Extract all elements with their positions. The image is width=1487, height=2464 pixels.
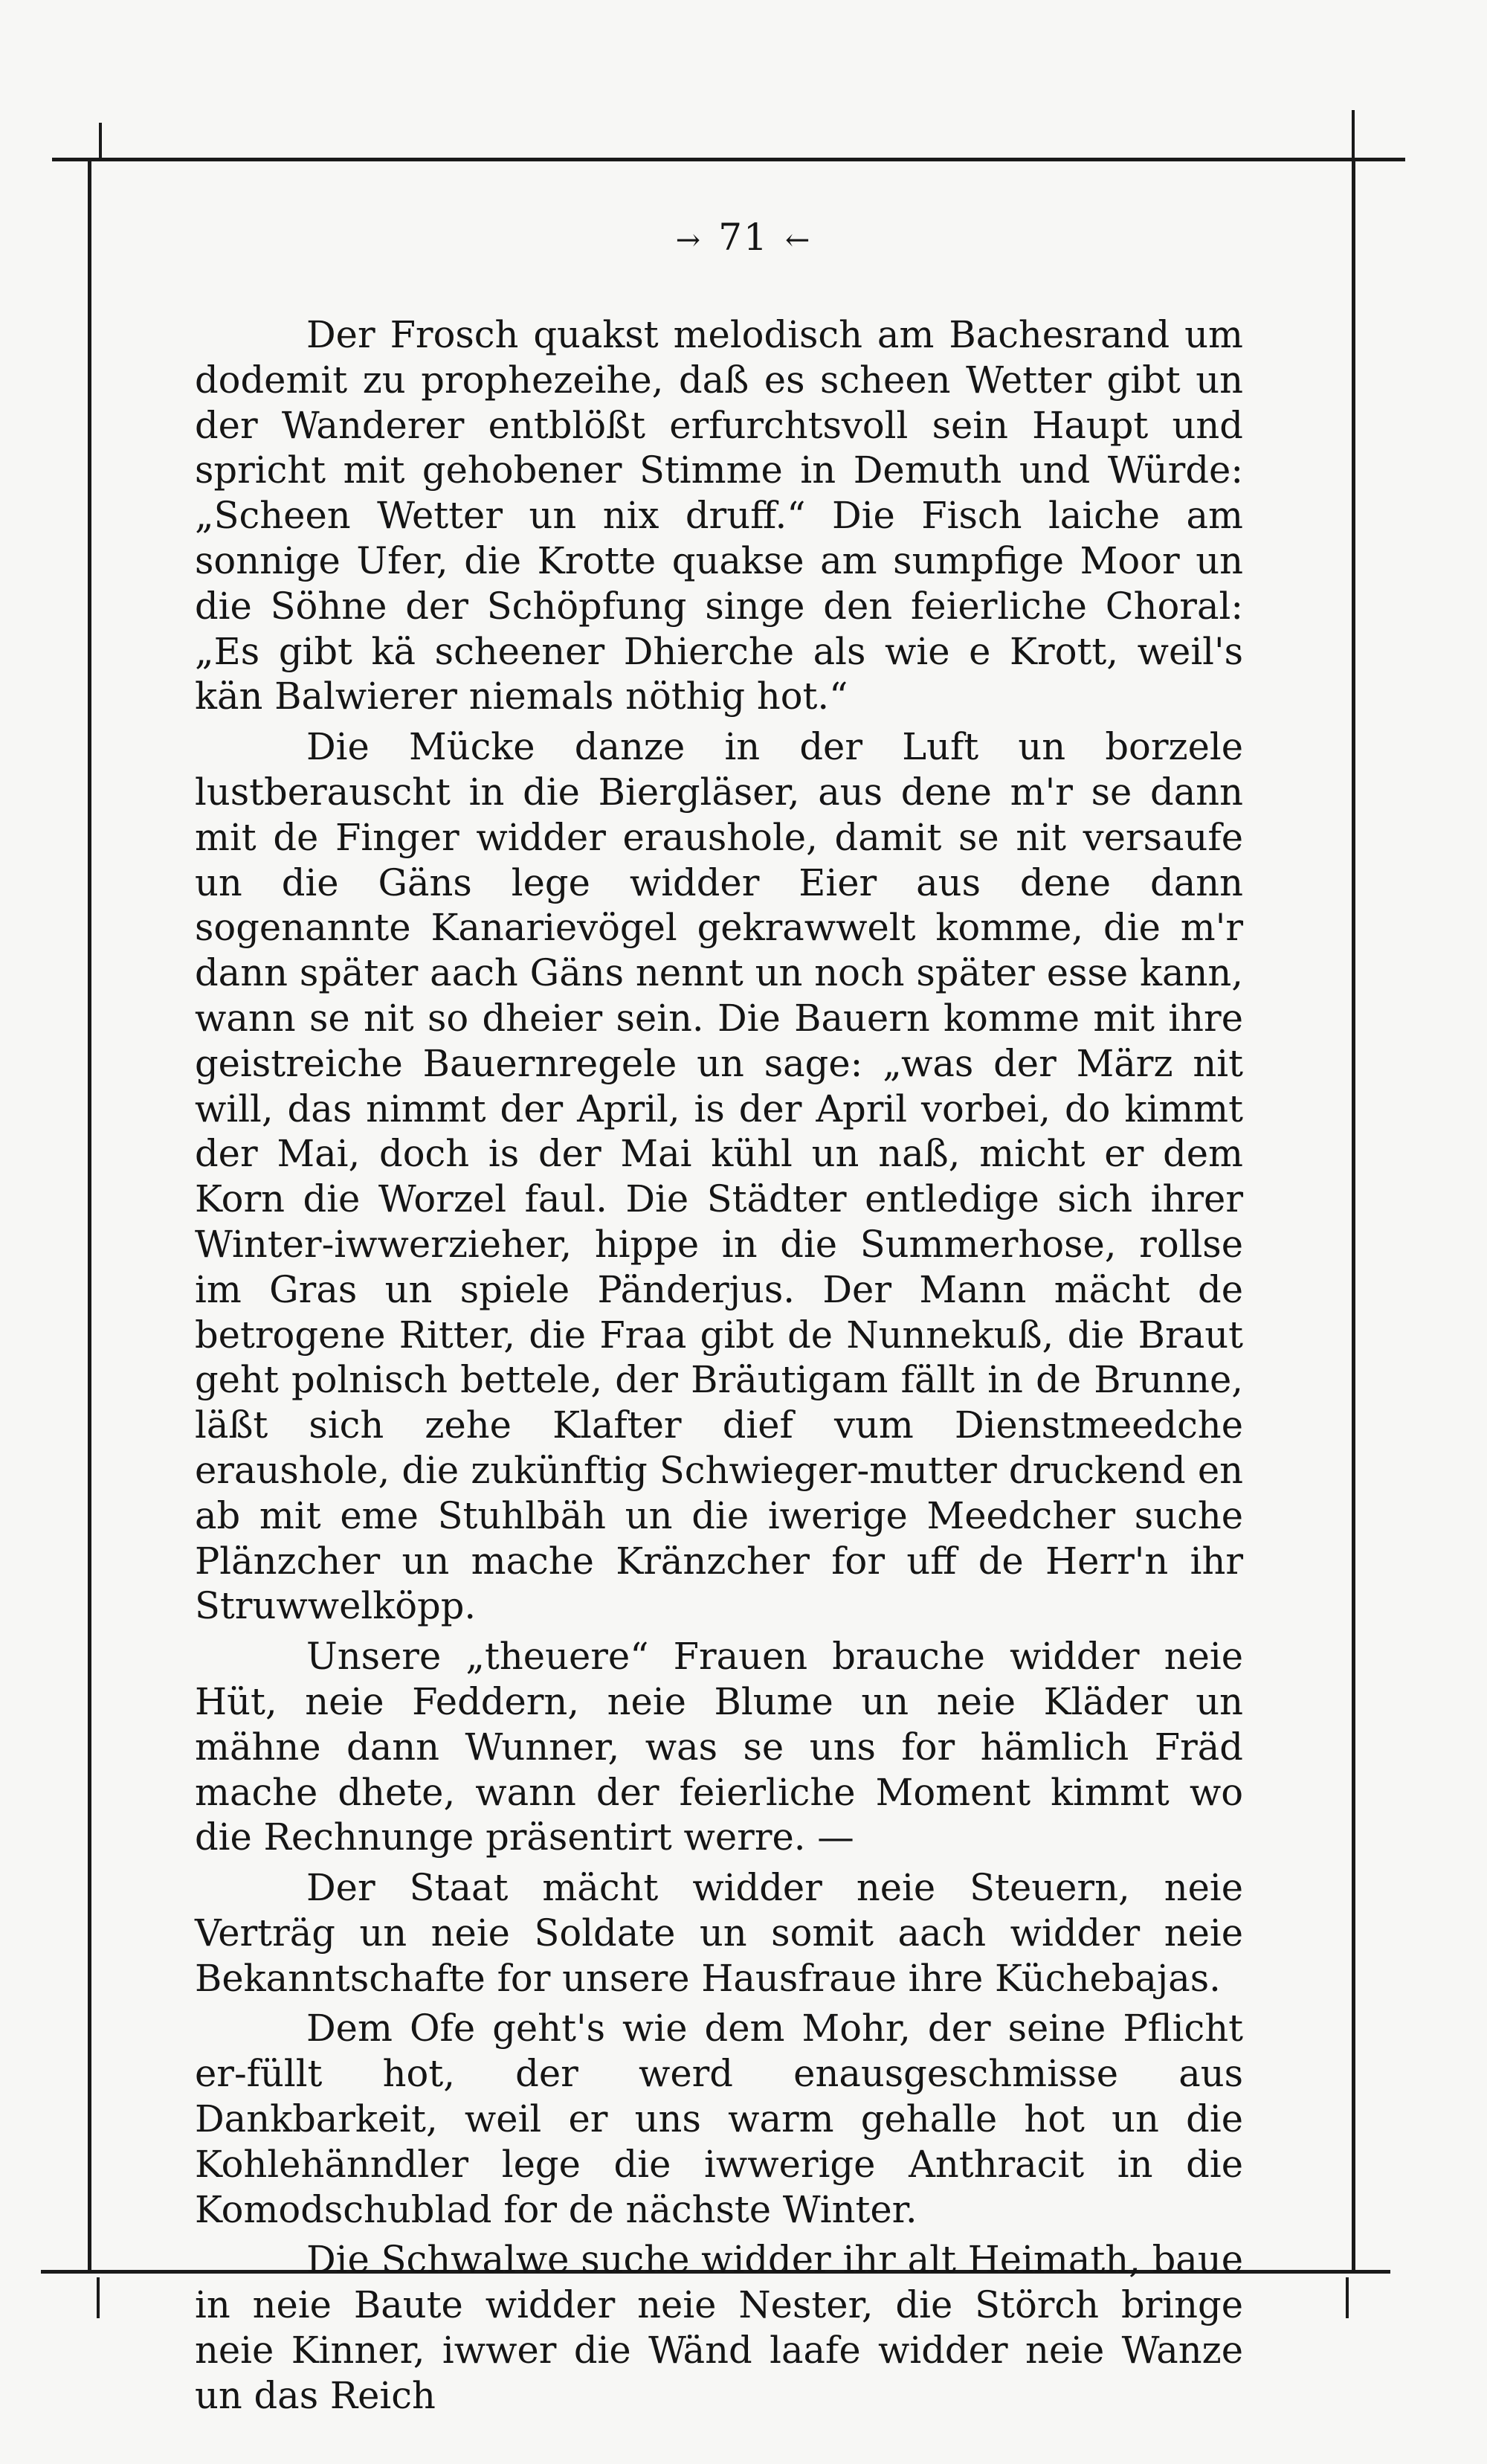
paragraph: Der Staat mächt widder neie Steuern, neie Verträg un neie Soldate un somit aach widder neie Bekanntschafte for unsere Hausfraue ihre Küchebajas. (195, 1866, 1243, 2000)
paragraph: Der Frosch quakst melodisch am Bachesrand um dodemit zu prophezeihe, daß es scheen Wetter gibt un der Wanderer entblößt erfurchtsvoll sein Haupt und spricht mit gehobener Stimme in Demuth und Würde: „Scheen Wetter un nix druff.“ Die Fisch laiche am sonnige Ufer, die Krotte quakse am sumpfige Moor un die Söhne der Schöpfung singe den feierliche Choral: „Es gibt kä scheener Dhierche als wie e Krott, weil's kän Balwierer niemals nöthig hot.“ (195, 313, 1243, 718)
paragraph: Die Schwalwe suche widder ihr alt Heimath, baue in neie Baute widder neie Nester, die Störch bringe neie Kinner, iwwer die Wänd laafe widder neie Wanze un das Reich (195, 2238, 1243, 2417)
right-ornament-icon: ← (784, 223, 812, 257)
paragraph: Dem Ofe geht's wie dem Mohr, der seine Pflicht er-füllt hot, der werd enausgeschmisse aus Dankbarkeit, weil er uns warm gehalle hot un die Kohlehänndler lege die iwwerige Anthracit in die Komodschublad for de nächste Winter. (195, 2007, 1243, 2231)
top-left-tick (99, 123, 102, 160)
left-frame-rule (88, 160, 91, 2272)
bottom-right-tick (1346, 2277, 1349, 2318)
page-number: 71 (718, 216, 769, 259)
top-right-tick (1352, 110, 1355, 159)
bottom-left-tick (97, 2277, 100, 2318)
right-frame-rule (1352, 160, 1355, 2272)
page-header (0, 216, 1487, 259)
left-ornament-icon: → (675, 223, 703, 257)
body-text (195, 312, 1243, 2424)
top-frame-rule (52, 158, 1405, 161)
paragraph: Unsere „theuere“ Frauen brauche widder neie Hüt, neie Feddern, neie Blume un neie Kläder un mähne dann Wunner, was se uns for hämlich Fräd mache dhete, wann der feierliche Moment kimmt wo die Rechnunge präsentirt werre. — (195, 1635, 1243, 1859)
paragraph: Die Mücke danze in der Luft un borzele lustberauscht in die Biergläser, aus dene m'r se dann mit de Finger widder eraushole, damit se nit versaufe un die Gäns lege widder Eier aus dene dann sogenannte Kanarievögel gekrawwelt komme, die m'r dann später aach Gäns nennt un noch später esse kann, wann se nit so dheier sein. Die Bauern komme mit ihre geistreiche Bauernregele un sage: „was der März nit will, das nimmt der April, is der April vorbei, do kimmt der Mai, doch is der Mai kühl un naß, micht er dem Korn die Worzel faul. Die Städter entledige sich ihrer Winter-iwwerzieher, hippe in die Summerhose, rollse im Gras un spiele Pänderjus. Der Mann mächt de betrogene Ritter, die Fraa gibt de Nunnekuß, die Braut geht polnisch bettele, der Bräutigam fällt in de Brunne, läßt sich zehe Klafter dief vum Dienstmeedche eraushole, die zukünftig Schwieger-mutter druckend en ab mit eme Stuhlbäh un die iwerige Meedcher suche Plänzcher un mache Kränzcher for uff de Herr'n ihr Struwwelköpp. (195, 725, 1243, 1628)
